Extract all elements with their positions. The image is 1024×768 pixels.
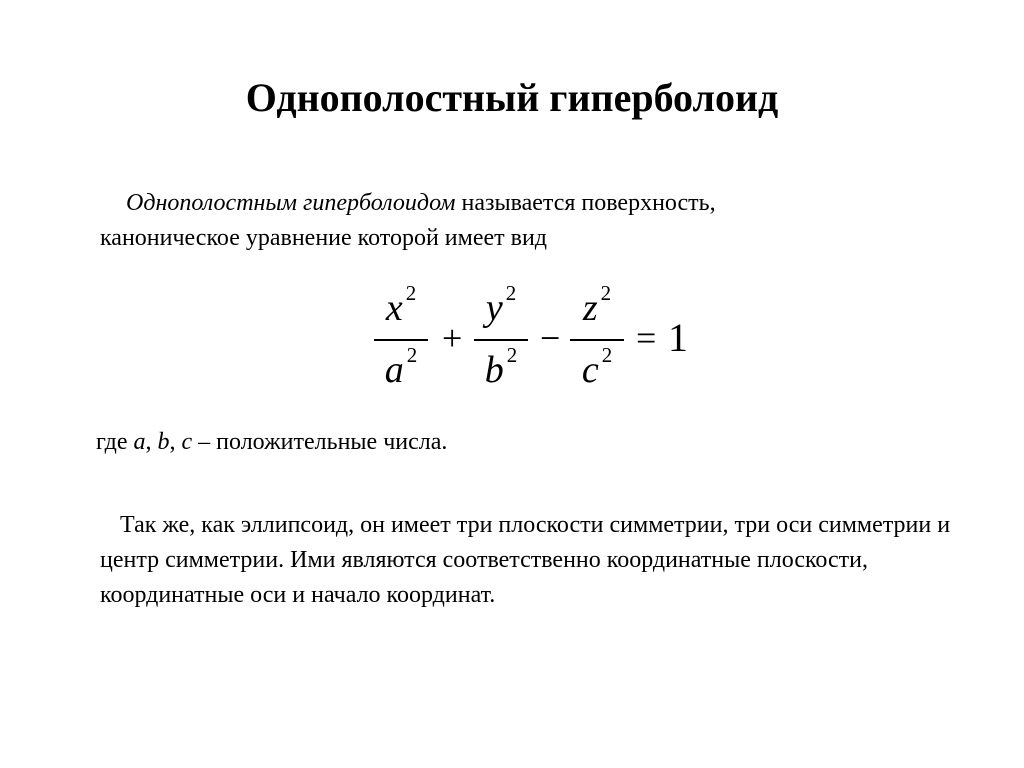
param-b: b <box>157 429 170 455</box>
numerator-x: x $^2$ <box>385 281 417 329</box>
exponent: 2 <box>406 343 418 367</box>
exponent: 2 <box>600 281 612 305</box>
denominator-a: a $^2$ <box>384 343 418 391</box>
exponent: 2 <box>601 343 613 367</box>
defined-term: Однополостным гиперболоидом <box>126 190 456 216</box>
exponent: 2 <box>505 281 517 305</box>
denominator-c: c $^2$ <box>581 343 613 391</box>
param-a: a <box>133 429 146 455</box>
fraction-z-over-c <box>566 278 628 396</box>
symmetry-paragraph: Так же, как эллипсоид, он имеет три плоскости симметрии, три оси симметрии и центр симметрии. Ими являются соответственно координатные плоскости, координатные оси и начало координат. <box>100 512 951 608</box>
denominator-b: b $^2$ <box>484 343 518 391</box>
definition-paragraph <box>100 186 860 256</box>
fraction-y-over-b <box>470 278 532 396</box>
parameters-note: где a, b, c – положительные числа. <box>96 429 448 455</box>
minus-sign: − <box>540 318 561 358</box>
plus-sign: + <box>442 318 463 358</box>
fraction-bar <box>474 339 528 341</box>
fraction-bar <box>374 339 428 341</box>
numerator-z: z $^2$ <box>582 281 612 329</box>
fraction-x-over-a <box>370 278 432 396</box>
canonical-equation <box>370 278 710 396</box>
exponent: 2 <box>506 343 518 367</box>
exponent: 2 <box>405 281 417 305</box>
equals-sign: = <box>636 318 657 358</box>
numerator-y: y $^2$ <box>485 281 517 329</box>
right-hand-side: 1 <box>668 315 688 360</box>
param-c: c <box>181 429 193 455</box>
fraction-bar <box>570 339 624 341</box>
definition-text: называется поверхность, каноническое уравнение которой имеет вид <box>100 190 716 251</box>
slide-title: Однополостный гиперболоид <box>245 75 779 120</box>
